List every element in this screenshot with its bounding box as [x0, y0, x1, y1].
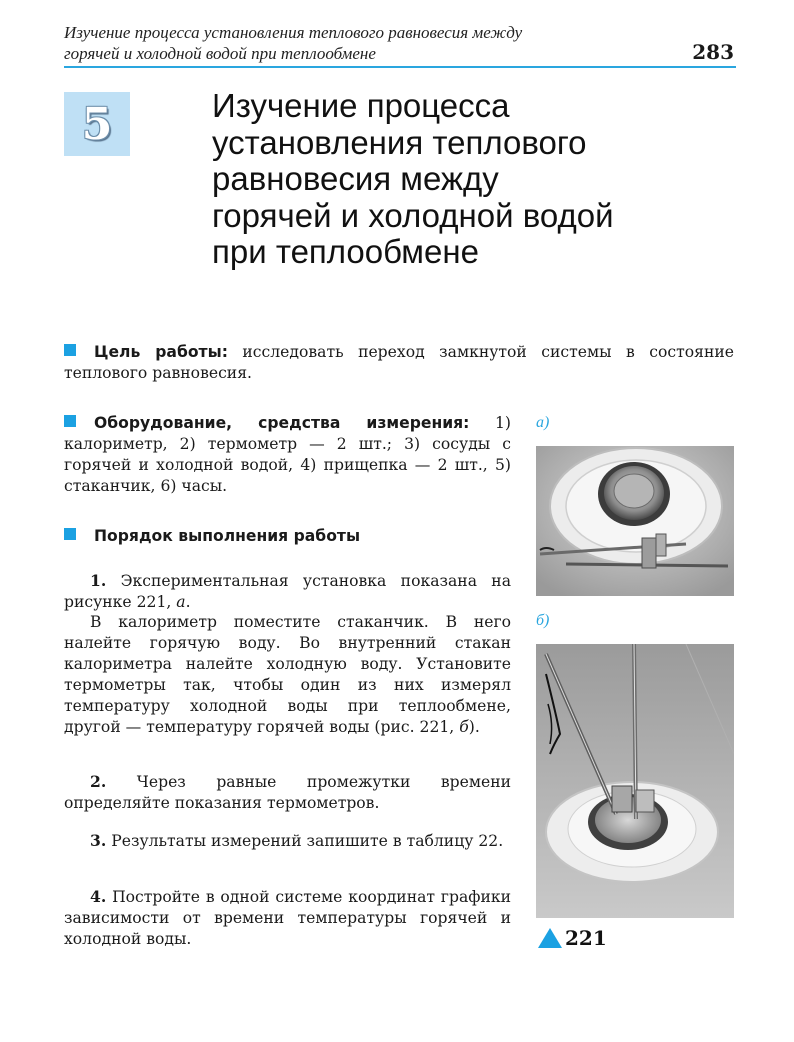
- running-header: [64, 22, 624, 64]
- equipment-text: 1) калориметр, 2) термометр — 2 шт.; 3) сосуды с горячей и холодной водой, 4) прищепка — 2 шт., 5) стаканчик, 6) часы.: [64, 414, 511, 495]
- square-bullet-icon: [64, 528, 76, 540]
- goal-label: Цель работы:: [94, 343, 228, 361]
- figure-label-a: а): [536, 414, 550, 431]
- step-text: Результаты измерений запишите в таблицу 22.: [106, 832, 504, 850]
- step-text-italic: б: [459, 718, 469, 736]
- goal-text: исследовать переход замкнутой системы в состояние теплового равновесия.: [64, 343, 734, 382]
- goal-paragraph: [64, 342, 734, 384]
- step-number: 4.: [90, 887, 107, 906]
- step-3: [64, 830, 511, 852]
- figure-number-text: 221: [565, 926, 607, 950]
- page-number: 283: [692, 40, 734, 64]
- procedure-heading: [64, 526, 511, 547]
- step-2: [64, 771, 511, 814]
- step-1: [64, 570, 511, 613]
- title-line: горячей и холодной водой: [212, 196, 614, 234]
- figure-number: [538, 926, 607, 950]
- procedure-heading-text: Порядок выполнения работы: [94, 527, 361, 545]
- square-bullet-icon: [64, 415, 76, 427]
- step-text: Экспериментальная установка показана на рисунке 221,: [64, 572, 511, 611]
- header-rule: [64, 66, 736, 68]
- triangle-marker-icon: [538, 928, 562, 948]
- equipment-paragraph: [64, 413, 511, 497]
- title-line: равновесия между: [212, 160, 499, 197]
- title-line: установления теплового: [212, 123, 587, 161]
- calorimeter-photo-with-thermometers: [536, 644, 734, 918]
- calorimeter-photo-top-view: [536, 446, 734, 596]
- lab-number: 5: [81, 98, 113, 150]
- step-1-continued: [64, 612, 511, 738]
- page-title: [212, 88, 732, 271]
- running-title-line-1: Изучение процесса установления теплового равновесия между: [64, 23, 523, 42]
- title-line: Изучение процесса: [212, 87, 510, 124]
- step-text: В калориметр поместите стаканчик. В него налейте горячую воду. Во внутренний стакан калориметра налейте холодную воду. Установите термометры так, чтобы один из них измерял температуру холодной воды при теплообмене, другой — температуру горячей воды (рис. 221,: [64, 613, 511, 736]
- step-number: 1.: [90, 571, 107, 590]
- step-number: 2.: [90, 772, 107, 791]
- title-line: при теплообмене: [212, 233, 479, 270]
- equipment-label: Оборудование, средства измерения:: [94, 414, 470, 432]
- figure-label-b: б): [536, 612, 550, 629]
- step-text-end: .: [185, 593, 191, 611]
- step-4: [64, 886, 511, 950]
- step-text-italic: а: [176, 593, 186, 611]
- running-title-line-2: горячей и холодной водой при теплообмене: [64, 44, 376, 63]
- step-text: Через равные промежутки времени определяйте показания термометров.: [64, 773, 511, 812]
- step-text-end: ).: [468, 718, 480, 736]
- step-text: Постройте в одной системе координат графики зависимости от времени температуры горячей и холодной воды.: [64, 888, 511, 948]
- lab-number-badge: [64, 92, 130, 156]
- square-bullet-icon: [64, 344, 76, 356]
- step-number: 3.: [90, 831, 107, 850]
